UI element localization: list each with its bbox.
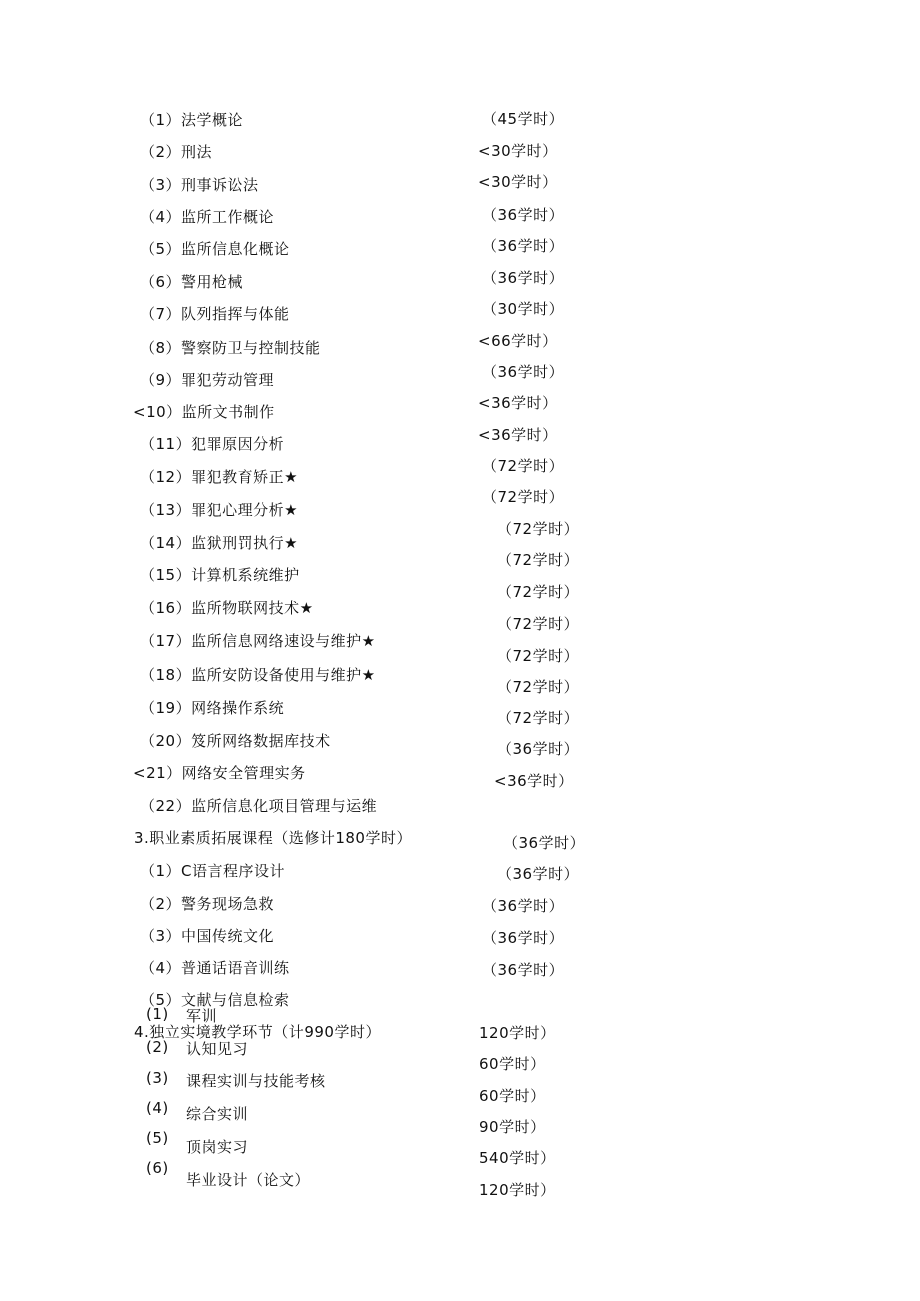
practice-5-hours: 540学时） — [479, 1149, 556, 1167]
practice-6-hours: 120学时） — [479, 1181, 556, 1199]
practice-6-num: (6) — [146, 1159, 169, 1177]
course-17-title: （17）监所信息网络速设与维护★ — [140, 632, 376, 650]
course-11-title: （11）犯罪原因分析 — [140, 435, 285, 453]
course-18-title: （18）监所安防设备使用与维护★ — [140, 666, 376, 684]
course-10-hours: <36学时） — [478, 394, 558, 412]
section-3-heading: 3.职业素质拓展课程（选修计180学时） — [134, 829, 412, 847]
section-3-hours-top: （36学时） — [503, 834, 586, 852]
practice-2-hours: 60学时） — [479, 1055, 546, 1073]
elective-2-title: （2）警务现场急救 — [140, 895, 275, 913]
course-6-title: （6）警用枪械 — [140, 273, 244, 291]
course-8-hours: <66学时） — [478, 332, 558, 350]
practice-5-title: 顶岗实习 — [186, 1138, 249, 1156]
course-1-title: （1）法学概论 — [140, 111, 244, 129]
course-17-hours: （72学时） — [497, 615, 580, 633]
course-16-title: （16）监所物联网技术★ — [140, 599, 314, 617]
section-4-heading: 4.独立实境教学环节（计990学时） — [134, 1023, 381, 1041]
elective-4-hours: （36学时） — [482, 961, 565, 979]
practice-4-num: (4) — [146, 1099, 169, 1117]
practice-6-title: 毕业设计（论文） — [186, 1171, 311, 1189]
course-9-hours: （36学时） — [482, 363, 565, 381]
practice-1-hours: 120学时） — [479, 1024, 556, 1042]
practice-2-title: 认知见习 — [186, 1040, 249, 1058]
elective-4-title: （4）普通话语音训练 — [140, 959, 290, 977]
practice-4-title: 综合实训 — [186, 1105, 249, 1123]
course-3-hours: <30学时） — [478, 173, 558, 191]
practice-4-hours: 90学时） — [479, 1118, 546, 1136]
practice-1-title: 军训 — [186, 1007, 218, 1025]
elective-5-title: （5）文献与信息检索 — [140, 991, 290, 1009]
course-1-hours: （45学时） — [482, 110, 565, 128]
course-12-title: （12）罪犯教育矫正★ — [140, 468, 299, 486]
course-20-title: （20）笈所网络数据库技术 — [140, 732, 331, 750]
practice-3-title: 课程实训与技能考核 — [186, 1072, 326, 1090]
course-14-title: （14）监狱刑罚执行★ — [140, 534, 299, 552]
course-6-hours: （36学时） — [482, 269, 565, 287]
practice-3-num: (3) — [146, 1069, 169, 1087]
course-4-title: （4）监所工作概论 — [140, 208, 275, 226]
course-19-hours: （72学时） — [497, 678, 580, 696]
practice-2-num: (2) — [146, 1038, 169, 1056]
course-16-hours: （72学时） — [497, 583, 580, 601]
course-7-hours: （30学时） — [482, 300, 565, 318]
course-15-title: （15）计算机系统维护 — [140, 566, 300, 584]
course-14-hours: （72学时） — [497, 520, 580, 538]
course-22-hours: <36学时） — [494, 772, 574, 790]
practice-3-hours: 60学时） — [479, 1087, 546, 1105]
course-13-title: （13）罪犯心理分析★ — [140, 501, 299, 519]
elective-3-hours: （36学时） — [482, 929, 565, 947]
elective-3-title: （3）中国传统文化 — [140, 927, 275, 945]
course-10-title: <10）监所文书制作 — [133, 403, 275, 421]
course-3-title: （3）刑事诉讼法 — [140, 176, 259, 194]
course-20-hours: （72学时） — [497, 709, 580, 727]
course-8-title: （8）警察防卫与控制技能 — [140, 339, 321, 357]
course-5-hours: （36学时） — [482, 237, 565, 255]
course-21-title: <21）网络安全管理实务 — [133, 764, 306, 782]
course-2-hours: <30学时） — [478, 142, 558, 160]
elective-2-hours: （36学时） — [482, 897, 565, 915]
course-11-hours: <36学时） — [478, 426, 558, 444]
course-22-title: （22）监所信息化项目管理与运维 — [140, 797, 378, 815]
course-2-title: （2）刑法 — [140, 143, 213, 161]
course-18-hours: （72学时） — [497, 647, 580, 665]
course-5-title: （5）监所信息化概论 — [140, 240, 290, 258]
course-7-title: （7）队列指挥与体能 — [140, 305, 290, 323]
elective-1-hours: （36学时） — [497, 865, 580, 883]
course-12-hours: （72学时） — [482, 457, 565, 475]
course-15-hours: （72学时） — [497, 551, 580, 569]
practice-5-num: (5) — [146, 1129, 169, 1147]
course-21-hours: （36学时） — [497, 740, 580, 758]
course-13-hours: （72学时） — [482, 488, 565, 506]
practice-1-num: (1) — [146, 1005, 169, 1023]
course-4-hours: （36学时） — [482, 206, 565, 224]
course-19-title: （19）网络操作系统 — [140, 699, 285, 717]
course-9-title: （9）罪犯劳动管理 — [140, 371, 275, 389]
elective-1-title: （1）C语言程序设计 — [140, 862, 286, 880]
